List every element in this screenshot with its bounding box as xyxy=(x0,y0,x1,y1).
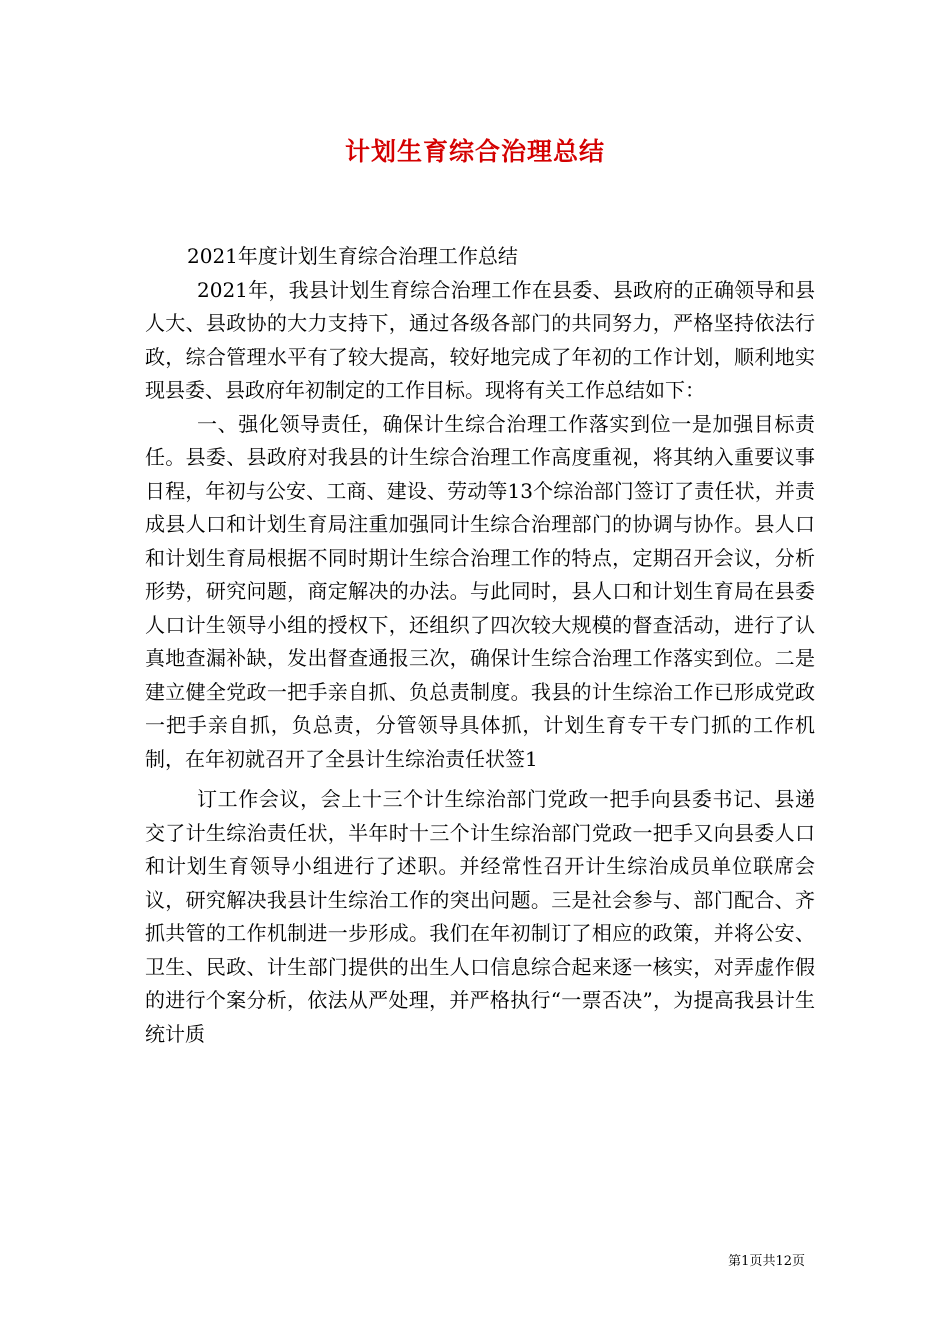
document-subtitle: 2021年度计划生育综合治理工作总结 xyxy=(187,244,518,268)
document-body xyxy=(145,240,815,1051)
document-title: 计划生育综合治理总结 xyxy=(344,137,605,166)
paragraph-intro: 2021年，我县计划生育综合治理工作在县委、县政府的正确领导和县人大、县政协的大力支持下，通过各级各部门的共同努力，严格坚持依法行政，综合管理水平有了较大提高，较好地完成了年初的工作计划，顺利地实现县委、县政府年初制定的工作目标。现将有关工作总结如下： xyxy=(145,277,815,402)
paragraph-continuation: 订工作会议，会上十三个计生综治部门党政一把手向县委书记、县递交了计生综治责任状，半年时十三个计生综治部门党政一把手又向县委人口和计划生育领导小组进行了述职。并经常性召开计生综治成员单位联席会议，研究解决我县计生综治工作的突出问题。三是社会参与、部门配合、齐抓共管的工作机制进一步形成。我们在年初制订了相应的政策，并将公安、卫生、民政、计生部门提供的出生人口信息综合起来逐一核实，对弄虚作假的进行个案分析，依法从严处理，并严格执行“一票否决”，为提高我县计生统计质 xyxy=(145,787,815,1046)
paragraph-section-one: 一、强化领导责任，确保计生综合治理工作落实到位一是加强目标责任。县委、县政府对我县的计生综合治理工作高度重视，将其纳入重要议事日程，年初与公安、工商、建设、劳动等13个综治部门签订了责任状，并责成县人口和计划生育局注重加强同计生综合治理部门的协调与协作。县人口和计划生育局根据不同时期计生综合治理工作的特点，定期召开会议，分析形势，研究问题，商定解决的办法。与此同时，县人口和计划生育局在县委人口计生领导小组的授权下，还组织了四次较大规模的督查活动，进行了认真地查漏补缺，发出督查通报三次，确保计生综合治理工作落实到位。二是建立健全党政一把手亲自抓、负总责制度。我县的计生综治工作已形成党政一把手亲自抓，负总责，分管领导具体抓，计划生育专干专门抓的工作机制，在年初就召开了全县计生综治责任状签1 xyxy=(145,411,815,771)
page-number: 第1页共12页 xyxy=(728,1254,805,1269)
